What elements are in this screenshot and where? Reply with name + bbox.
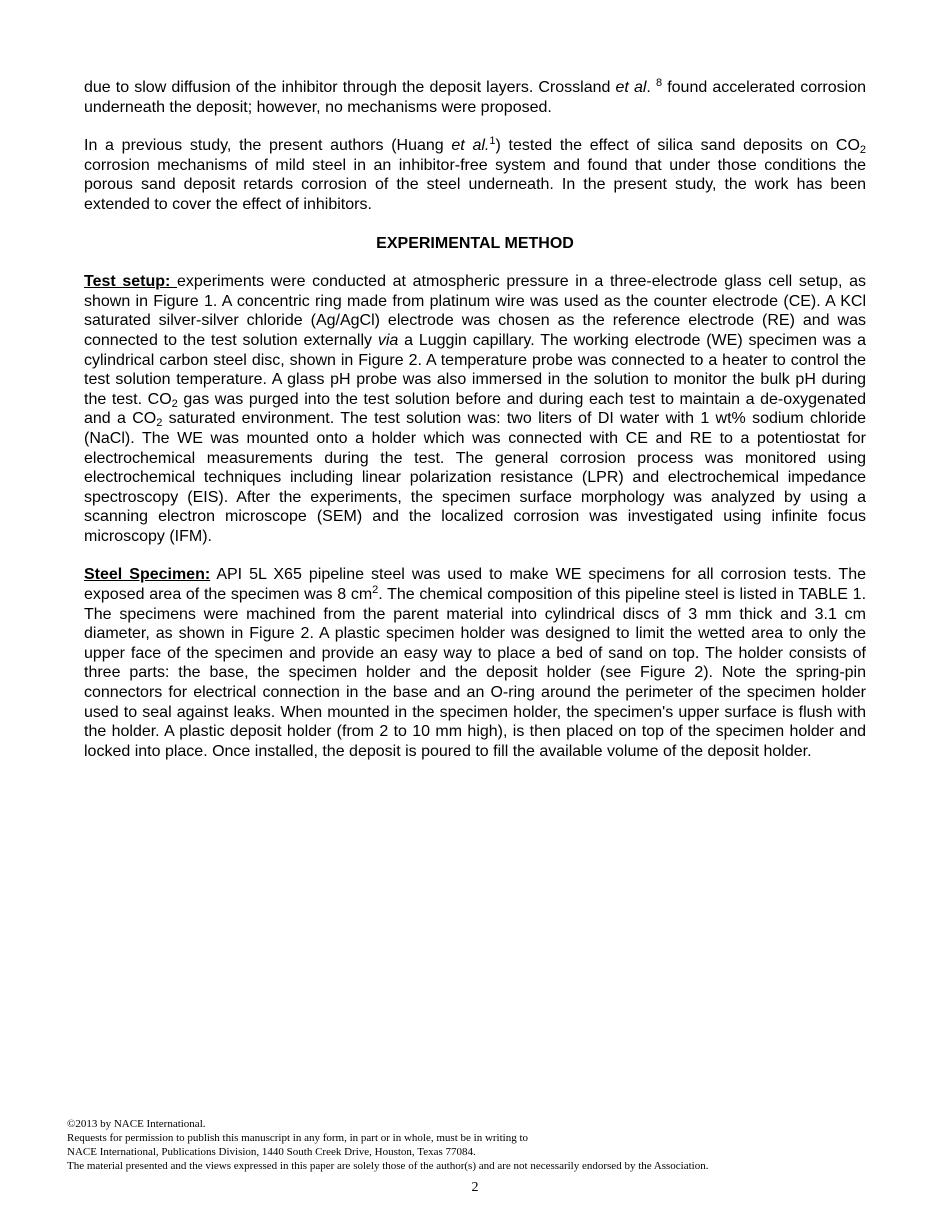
citation-ref: 8 <box>655 77 663 89</box>
paragraph-steel-specimen: Steel Specimen: API 5L X65 pipeline steel was used to make WE specimens for all corrosion tests. The exposed area of the specimen was 8 $cm^2$. The chemical composition of this pipeline steel is listed in TABLE 1. The specimens were machined from the parent material into cylindrical discs of 3 mm thick and 3.1 cm diameter, as shown in Figure 2. A plastic specimen holder was designed to limit the wetted area to only the upper face of the specimen and provide an easy way to place a bed of sand on top. The holder consists of three parts: the base, the specimen holder and the deposit holder (see Figure 2). Note the spring-pin connectors for electrical connection in the base and an O-ring around the perimeter of the specimen holder used to seal against leaks. When mounted in the specimen holder, the specimen's upper surface is flush with the holder. A plastic deposit holder (from 2 to 10 mm high), is then placed on top of the specimen holder and locked into place. Once installed, the deposit is poured to fill the available volume of the deposit holder. <box>84 566 867 760</box>
run-in-heading: Steel Specimen: <box>84 566 211 584</box>
page-footer <box>67 1117 887 1173</box>
copyright-notice: ©2013 by NACE International. <box>67 1118 206 1130</box>
paragraph-test-setup: Test setup: experiments were conducted at atmospheric pressure in a three-electrode glass cell setup, as shown in Figure 1. A concentric ring made from platinum wire was used as the counter electrode (CE). A KCl saturated silver-silver chloride (Ag/AgCl) electrode was chosen as the reference electrode (RE) and was connected to the test solution externally via a Luggin capillary. The working electrode (WE) specimen was a cylindrical carbon steel disc, shown in Figure 2. A temperature probe was connected to a heater to control the test solution temperature. A glass pH probe was also immersed in the solution to monitor the bulk pH during the test. $CO_2$ gas was purged into the test solution before and during each test to maintain a de-oxygenated and a $CO_2$ saturated environment. The test solution was: two liters of DI water with 1 wt% sodium chloride (NaCl). The WE was mounted onto a holder which was connected with CE and RE to a potentiostat for electrochemical measurements during the test. The general corrosion process was monitored using electrochemical techniques including linear polarization resistance (LPR) and electrochemical impedance spectroscopy (EIS). After the experiments, the specimen surface morphology was analyzed by using a scanning electron microscope (SEM) and the localized corrosion was investigated using infinite focus microscopy (IFM). <box>84 273 867 545</box>
disclaimer: The material presented and the views expressed in this paper are solely those of the author(s) and are not necessarily endorsed by the Association. <box>67 1160 709 1172</box>
permission-notice: Requests for permission to publish this manuscript in any form, in part or in whole, must be in writing to <box>67 1132 529 1144</box>
page-body <box>84 78 866 780</box>
paragraph-deposit-diffusion: due to slow diffusion of the inhibitor through the deposit layers. Crossland et al. $^8$ found accelerated corrosion underneath the deposit; however, no mechanisms were proposed. <box>84 77 866 116</box>
publisher-address: NACE International, Publications Division, 1440 South Creek Drive, Houston, Texas 77084. <box>67 1146 476 1158</box>
page-number: 2 <box>471 1180 479 1195</box>
run-in-heading: Test setup: <box>84 273 178 291</box>
citation-ref: 1 <box>489 135 496 148</box>
section-heading: EXPERIMENTAL METHOD <box>376 234 574 252</box>
paragraph-previous-study: In a previous study, the present authors (Huang et al.$^1$) tested the effect of silica sand deposits on $CO_2$ corrosion mechanisms of mild steel in an inhibitor-free system and found that under those conditions the porous sand deposit retards corrosion of the steel underneath. In the present study, the work has been extended to cover the effect of inhibitors. <box>84 135 867 213</box>
